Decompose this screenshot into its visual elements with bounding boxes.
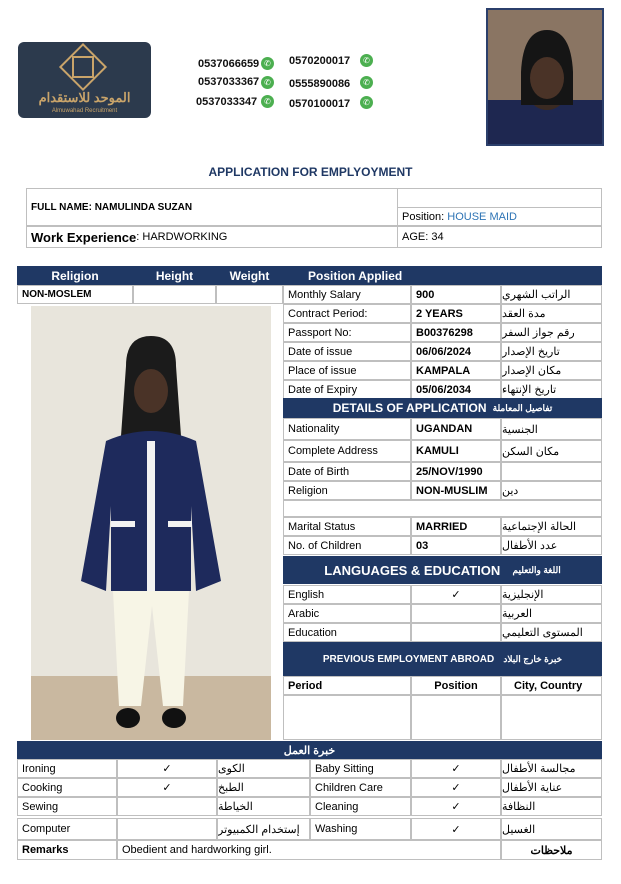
whatsapp-icon: ✆	[261, 57, 274, 70]
contract-arabic: تاريخ الإصدار	[501, 342, 602, 361]
skill-label: Baby Sitting	[310, 759, 411, 778]
checkmark-icon: ✓	[411, 797, 501, 816]
languages-title-ar: اللغة والتعليم	[512, 564, 561, 575]
details-label: Nationality	[283, 418, 411, 440]
applicant-portrait-photo	[486, 8, 604, 146]
phone-left-3: 0537033347	[196, 96, 258, 108]
skill-arabic: الطبخ	[217, 778, 310, 797]
previous-title-ar: خبرة خارج البلاد	[503, 653, 563, 664]
skill-arabic: عناية الأطفال	[501, 778, 602, 797]
language-arabic: المستوى التعليمي	[501, 623, 602, 642]
full-name: FULL NAME: NAMULINDA SUZAN	[26, 188, 398, 226]
logo-english-text: Almuwahad Recruitment	[51, 108, 118, 114]
details-label: Complete Address	[283, 440, 411, 462]
contract-arabic: مدة العقد	[501, 304, 602, 323]
height-header: Height	[133, 266, 216, 285]
contract-arabic: رقم جواز السفر	[501, 323, 602, 342]
weight-value	[216, 285, 283, 304]
details-value: MARRIED	[411, 517, 501, 536]
contract-value: 05/06/2034	[411, 380, 501, 399]
skill-label: Sewing	[17, 797, 117, 816]
prev-cell	[283, 695, 411, 740]
language-label: Education	[283, 623, 411, 642]
phone-left-2: 0537033367	[198, 76, 260, 88]
checkmark-icon: ✓	[117, 778, 217, 797]
whatsapp-icon: ✆	[261, 76, 274, 89]
religion-header: Religion	[17, 266, 133, 285]
contract-value: B00376298	[411, 323, 501, 342]
work-experience-label: Work Experience	[31, 229, 137, 245]
language-arabic: الإنجليزية	[501, 585, 602, 604]
details-arabic	[501, 462, 602, 481]
contract-label: Monthly Salary	[283, 285, 411, 304]
contract-value: KAMPALA	[411, 361, 501, 380]
contract-arabic: تاريخ الإنتهاء	[501, 380, 602, 399]
language-arabic: العربية	[501, 604, 602, 623]
remarks-value: Obedient and hardworking girl.	[117, 840, 501, 860]
details-header	[283, 398, 602, 418]
previous-employment-header	[283, 642, 602, 676]
details-spacer	[283, 500, 602, 517]
details-value: KAMULI	[411, 440, 501, 462]
details-value: 25/NOV/1990	[411, 462, 501, 481]
header-blank-cell	[397, 188, 602, 208]
phone-right-1: 0570200017	[289, 55, 351, 67]
religion-value: NON-MOSLEM	[17, 285, 133, 304]
skill-label: Cooking	[17, 778, 117, 797]
details-arabic: الحالة الإجتماعية	[501, 517, 602, 536]
position-value: HOUSE MAID	[447, 210, 517, 223]
contract-label: Date of issue	[283, 342, 411, 361]
contract-arabic: مكان الإصدار	[501, 361, 602, 380]
skill-arabic: الغسيل	[501, 818, 602, 840]
language-label: English	[283, 585, 411, 604]
skill-label: Cleaning	[310, 797, 411, 816]
remarks-label: Remarks	[17, 840, 117, 860]
work-experience-value: : HARDWORKING	[136, 231, 228, 243]
prev-col-period: Period	[283, 676, 411, 695]
prev-col-position: Position	[411, 676, 501, 695]
contract-arabic: الراتب الشهري	[501, 285, 602, 304]
previous-title-en: PREVIOUS EMPLOYMENT ABROAD	[322, 653, 495, 665]
checkmark-icon	[117, 818, 217, 840]
contract-value: 06/06/2024	[411, 342, 501, 361]
contract-label: Passport No:	[283, 323, 411, 342]
company-logo	[18, 42, 151, 118]
languages-header	[283, 556, 602, 584]
phone-right-3: 0570100017	[289, 98, 351, 110]
languages-title-en: LANGUAGES & EDUCATION	[324, 562, 501, 578]
checkmark-icon	[411, 604, 501, 623]
details-value: NON-MUSLIM	[411, 481, 501, 500]
work-experience-cell	[26, 226, 398, 248]
height-value	[133, 285, 216, 304]
age: AGE: 34	[397, 226, 602, 248]
details-label: Religion	[283, 481, 411, 500]
weight-header: Weight	[216, 266, 283, 285]
details-label: No. of Children	[283, 536, 411, 555]
checkmark-icon: ✓	[411, 759, 501, 778]
whatsapp-icon: ✆	[360, 54, 373, 67]
details-title-ar: تفاصيل المعاملة	[492, 402, 553, 413]
skill-label: Computer	[17, 818, 117, 840]
remarks-arabic: ملاحظات	[501, 840, 602, 860]
contract-value: 2 YEARS	[411, 304, 501, 323]
checkmark-icon: ✓	[411, 778, 501, 797]
details-title-en: DETAILS OF APPLICATION	[332, 401, 487, 415]
whatsapp-icon: ✆	[261, 95, 274, 108]
page-title: APPLICATION FOR EMPLYOYMENT	[208, 165, 413, 179]
details-label: Marital Status	[283, 517, 411, 536]
checkmark-icon	[117, 797, 217, 816]
details-label: Date of Birth	[283, 462, 411, 481]
skill-label: Children Care	[310, 778, 411, 797]
position-applied-header: Position Applied	[283, 266, 602, 285]
prev-cell	[411, 695, 501, 740]
logo-emblem-inner-icon	[72, 56, 94, 78]
details-arabic: مكان السكن	[501, 440, 602, 462]
language-label: Arabic	[283, 604, 411, 623]
skills-header: خبرة العمل	[17, 741, 602, 759]
position-cell	[397, 207, 602, 226]
details-arabic: عدد الأطفال	[501, 536, 602, 555]
whatsapp-icon: ✆	[360, 76, 373, 89]
checkmark-icon: ✓	[411, 585, 501, 604]
skill-arabic: الكوى	[217, 759, 310, 778]
skill-arabic: الخياطة	[217, 797, 310, 816]
position-label: Position:	[402, 210, 445, 223]
skill-arabic: إستخدام الكمبيوتر	[217, 818, 310, 840]
details-value: 03	[411, 536, 501, 555]
prev-cell	[501, 695, 602, 740]
details-value: UGANDAN	[411, 418, 501, 440]
checkmark-icon	[411, 623, 501, 642]
details-arabic: دين	[501, 481, 602, 500]
phone-right-2: 0555890086	[289, 78, 351, 90]
contract-label: Date of Expiry	[283, 380, 411, 399]
applicant-full-body-photo	[31, 306, 271, 740]
contract-value: 900	[411, 285, 501, 304]
checkmark-icon: ✓	[117, 759, 217, 778]
skill-label: Ironing	[17, 759, 117, 778]
contract-label: Place of issue	[283, 361, 411, 380]
checkmark-icon: ✓	[411, 818, 501, 840]
phone-left-1: 0537066659	[198, 58, 260, 70]
contract-label: Contract Period:	[283, 304, 411, 323]
whatsapp-icon: ✆	[360, 96, 373, 109]
skill-label: Washing	[310, 818, 411, 840]
prev-col-city: City, Country	[501, 676, 602, 695]
skill-arabic: مجالسة الأطفال	[501, 759, 602, 778]
logo-arabic-text: الموحد للاستقدام	[38, 90, 131, 105]
details-arabic: الجنسية	[501, 418, 602, 440]
skill-arabic: النظافة	[501, 797, 602, 816]
